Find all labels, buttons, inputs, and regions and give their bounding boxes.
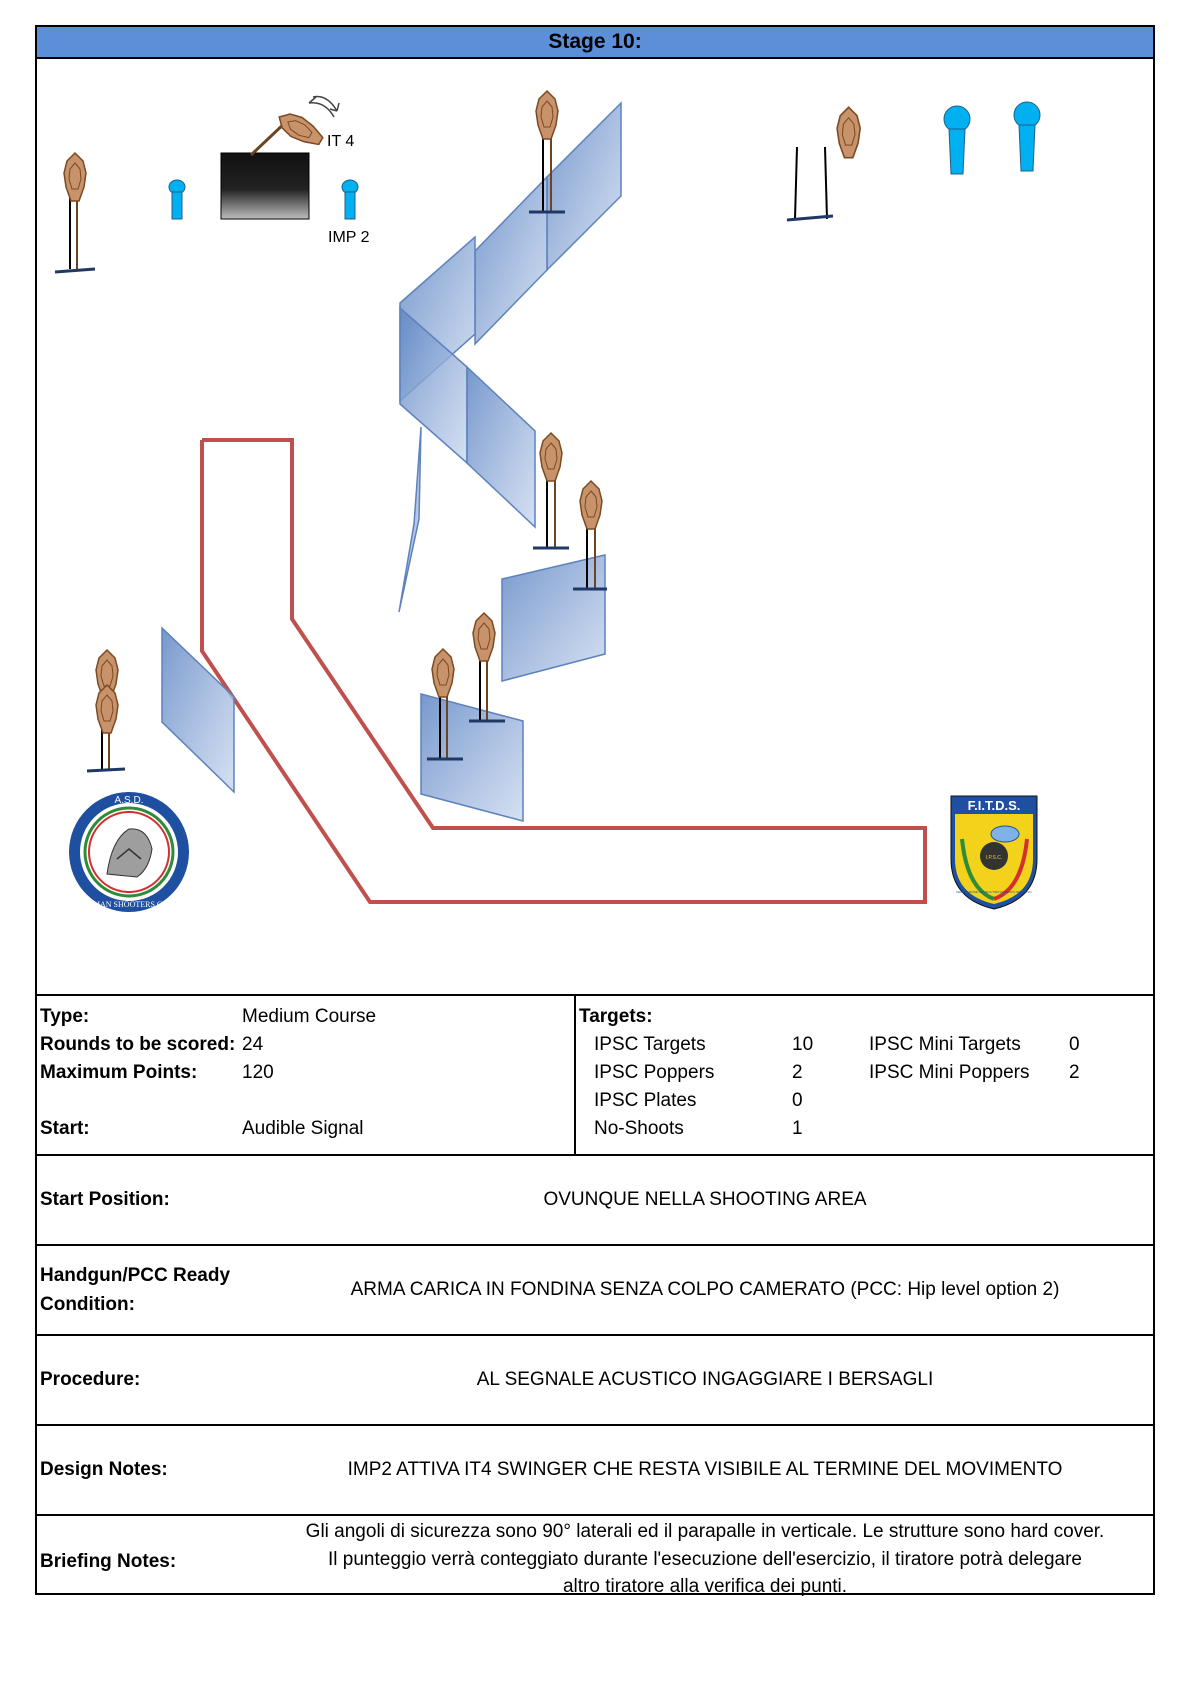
mini-target-name: IPSC Mini Targets [869,1034,1021,1055]
ready-condition-label-line2: Condition: [40,1294,135,1315]
briefing-notes-row [37,1514,1153,1595]
targets-label: Targets: [579,1006,653,1027]
briefing-notes-label: Briefing Notes: [40,1551,177,1572]
fitds-logo-side-text: FEDERAZIONE ITALIANA TIRO DINAMICO SPORTIVO [956,890,1032,894]
paper-target-it4 [274,107,327,150]
rounds-label: Rounds to be scored: [40,1034,236,1055]
paper-target [469,613,505,721]
briefing-line-1: Gli angoli di sicurezza sono 90° laterali ed il parapalle in verticale. Le strutture sono hard cover. [305,1521,1105,1542]
ready-condition-row [37,1244,1153,1334]
procedure-label: Procedure: [40,1369,141,1390]
type-value: Medium Course [242,1006,377,1027]
design-notes-value: IMP2 ATTIVA IT4 SWINGER CHE RESTA VISIBILE AL TERMINE DEL MOVIMENTO [347,1459,1063,1480]
label-it4: IT 4 [327,133,355,150]
wall-panel [162,628,234,792]
rounds-value: 24 [242,1034,264,1055]
briefing-line-2: Il punteggio verrà conteggiato durante l'esecuzione dell'esercizio, il tiratore potrà delegare [328,1549,1082,1570]
procedure-row [37,1334,1153,1424]
popper [1014,102,1040,171]
fitds-logo [951,796,1037,909]
type-label: Type: [40,1006,90,1027]
stage-info [37,994,1153,1154]
wall-panel [467,367,535,527]
design-notes-row [37,1424,1153,1514]
max-points-label: Maximum Points: [40,1062,198,1083]
mini-popper [169,180,185,219]
target-count: 2 [792,1062,803,1083]
paper-target [787,107,860,220]
asd-logo-top-text: A.S.D. [114,795,144,806]
start-position-label: Start Position: [40,1189,170,1210]
target-count: 0 [792,1090,803,1111]
asd-club-logo [69,792,189,912]
mini-target-count: 2 [1069,1062,1080,1083]
paper-target-pair [87,650,125,771]
paper-target [55,153,95,272]
stage-diagram [37,59,1153,994]
design-notes-label: Design Notes: [40,1459,168,1480]
procedure-value: AL SEGNALE ACUSTICO INGAGGIARE I BERSAGLI [476,1369,934,1390]
target-count: 1 [792,1118,803,1139]
info-divider [574,996,576,1154]
start-position-row [37,1154,1153,1244]
wall-panel [502,555,605,681]
target-count: 10 [792,1034,814,1055]
stage-title: Stage 10: [37,27,1153,59]
mini-target-count: 0 [1069,1034,1080,1055]
fitds-logo-top-text: F.I.T.D.S. [967,798,1021,813]
mini-target-name: IPSC Mini Poppers [869,1062,1030,1083]
ready-condition-value: ARMA CARICA IN FONDINA SENZA COLPO CAMERATO (PCC: Hip level option 2) [350,1279,1060,1300]
swinger-box [221,153,309,219]
label-imp2: IMP 2 [328,229,370,246]
asd-logo-ring-text: ITALIAN SHOOTERS CLUB [79,900,179,909]
start-label: Start: [40,1118,90,1139]
max-points-value: 120 [242,1062,274,1083]
wall-panel [399,427,421,612]
briefing-line-3: altro tiratore alla verifica dei punti. [562,1576,848,1597]
target-name: IPSC Targets [594,1034,706,1055]
fault-line [202,440,925,902]
ready-condition-label-line1: Handgun/PCC Ready [40,1265,231,1286]
fitds-logo-center-text: I.P.S.C. [985,855,1003,861]
start-position-value: OVUNQUE NELLA SHOOTING AREA [543,1189,867,1210]
start-value: Audible Signal [242,1118,364,1139]
target-name: IPSC Plates [594,1090,697,1111]
target-name: No-Shoots [594,1118,684,1139]
paper-target [533,433,569,548]
swing-arrow-icon [309,97,339,117]
mini-popper-imp2 [342,180,358,219]
target-name: IPSC Poppers [594,1062,715,1083]
stage-sheet [35,25,1155,1595]
wall-panel [475,177,547,344]
diagram-canvas [37,59,1153,994]
wall-panel [547,103,621,270]
popper [944,106,970,174]
